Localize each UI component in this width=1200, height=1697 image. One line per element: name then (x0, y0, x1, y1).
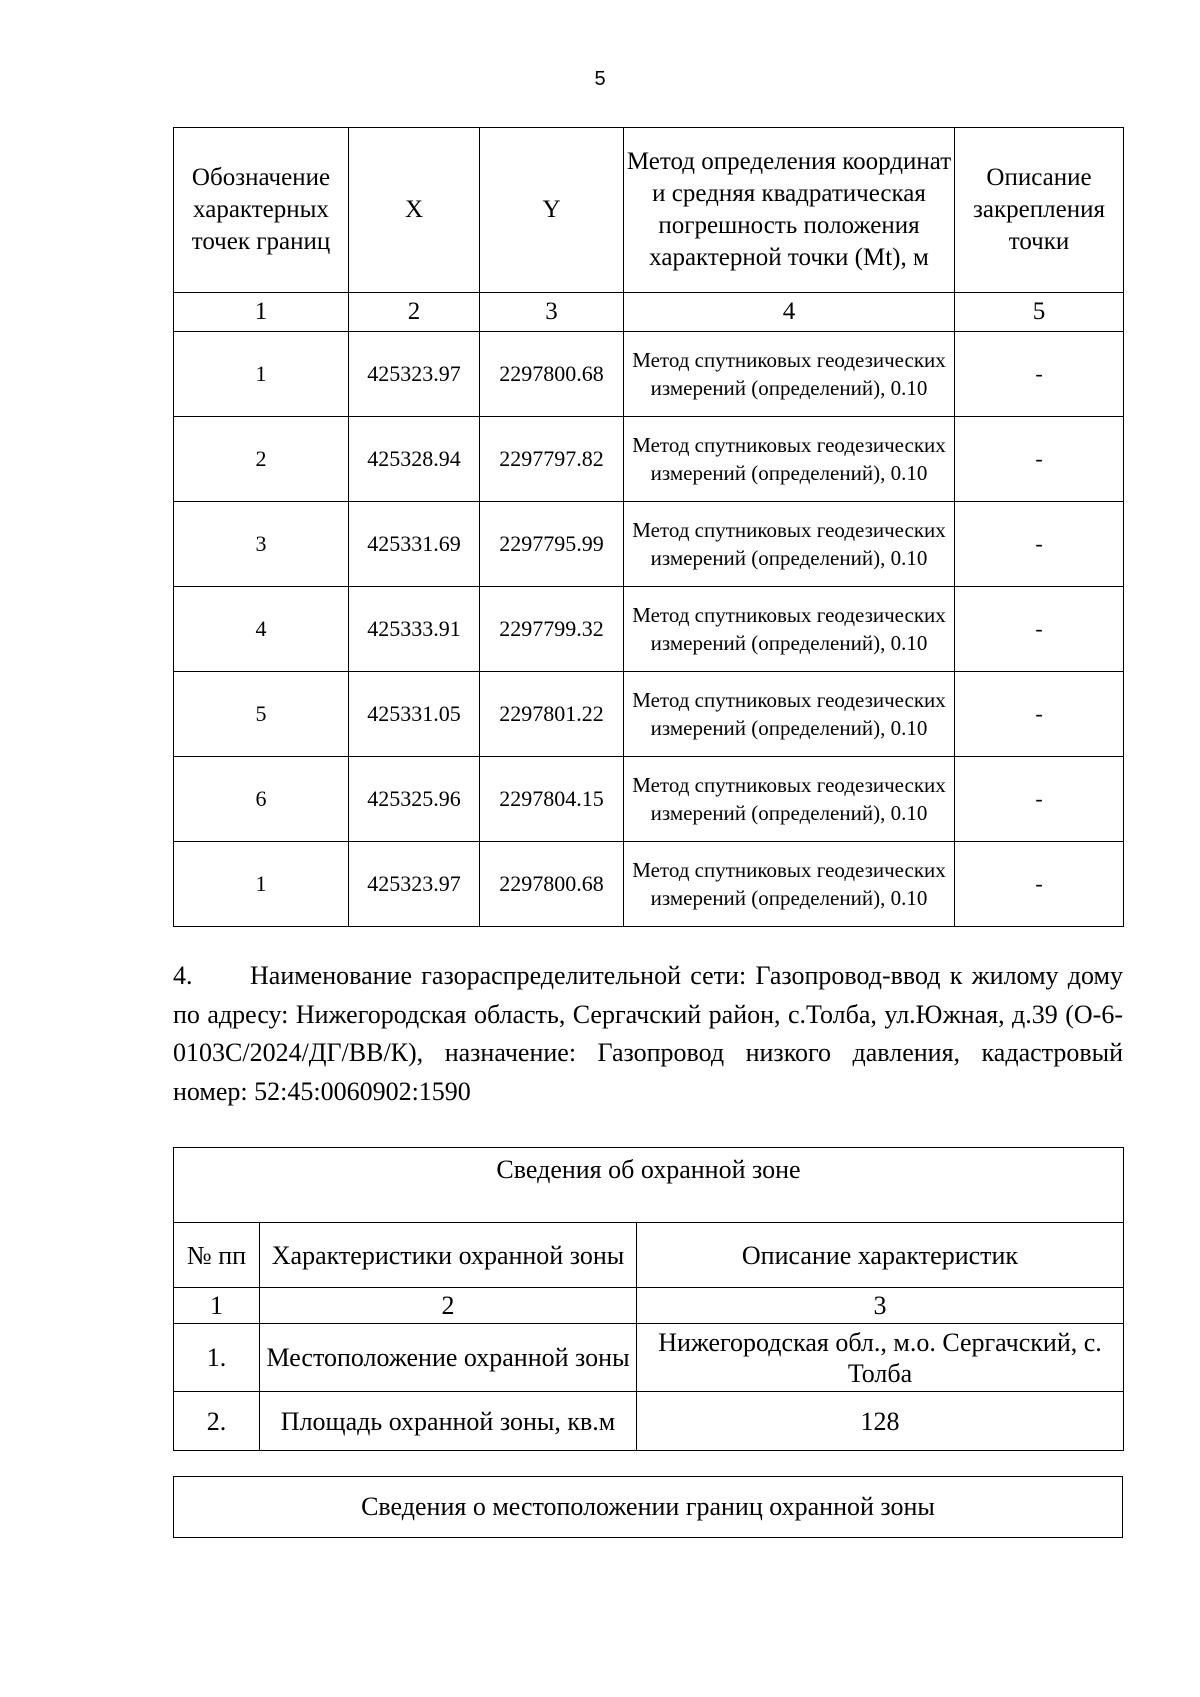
table-row (174, 502, 1124, 587)
header-y: Y (480, 128, 624, 293)
table-row (174, 1392, 1124, 1451)
method-cell: Метод спутниковых геодезических измерений (определений), 0.10 (624, 502, 955, 587)
section-text: Наименование газораспределительной сети: Газопровод-ввод к жилому дому по адресу: Нижегородская область, Сергачский район, с.Толба, ул.Южная, д.39 (О-6-0103С/2024/ДГ/ВВ/К), назначение: Газопровод низкого давления, кадастровый номер: 52:45:0060902:1590 (173, 961, 1123, 1106)
characteristic-cell: Местоположение охранной зоны (260, 1324, 637, 1392)
coordinates-table (173, 127, 1124, 927)
column-number: 3 (637, 1288, 1124, 1324)
point-id: 6 (174, 757, 349, 842)
table-row (174, 672, 1124, 757)
protection-zone-table (173, 1147, 1124, 1451)
x-coordinate: 425325.96 (349, 757, 480, 842)
column-number: 1 (174, 293, 349, 332)
description-cell: - (955, 332, 1124, 417)
x-coordinate: 425323.97 (349, 842, 480, 927)
table-row (174, 842, 1124, 927)
column-number-row (174, 293, 1124, 332)
x-coordinate: 425333.91 (349, 587, 480, 672)
zone-table-title: Сведения об охранной зоне (174, 1148, 1124, 1223)
method-cell: Метод спутниковых геодезических измерений (определений), 0.10 (624, 757, 955, 842)
method-cell: Метод спутниковых геодезических измерений (определений), 0.10 (624, 842, 955, 927)
method-cell: Метод спутниковых геодезических измерений (определений), 0.10 (624, 587, 955, 672)
point-id: 5 (174, 672, 349, 757)
y-coordinate: 2297800.68 (480, 332, 624, 417)
point-id: 4 (174, 587, 349, 672)
table-row (174, 332, 1124, 417)
point-id: 1 (174, 842, 349, 927)
row-number: 1. (174, 1324, 260, 1392)
column-number: 1 (174, 1288, 260, 1324)
zone-title-row (174, 1148, 1124, 1223)
page-number: 5 (594, 68, 606, 90)
point-id: 3 (174, 502, 349, 587)
method-cell: Метод спутниковых геодезических измерений (определений), 0.10 (624, 672, 955, 757)
coordinates-header-row (174, 128, 1124, 293)
header-index: № пп (174, 1223, 260, 1288)
method-cell: Метод спутниковых геодезических измерений (определений), 0.10 (624, 417, 955, 502)
x-coordinate: 425331.05 (349, 672, 480, 757)
column-number: 2 (260, 1288, 637, 1324)
point-id: 2 (174, 417, 349, 502)
boundaries-title-row (174, 1477, 1123, 1538)
x-coordinate: 425323.97 (349, 332, 480, 417)
table-row (174, 1324, 1124, 1392)
x-coordinate: 425328.94 (349, 417, 480, 502)
column-number-row (174, 1288, 1124, 1324)
header-description: Описание закрепления точки (955, 128, 1124, 293)
table-row (174, 417, 1124, 502)
header-characteristic: Характеристики охранной зоны (260, 1223, 637, 1288)
y-coordinate: 2297801.22 (480, 672, 624, 757)
y-coordinate: 2297800.68 (480, 842, 624, 927)
y-coordinate: 2297799.32 (480, 587, 624, 672)
description-cell: - (955, 757, 1124, 842)
section-paragraph (173, 957, 1123, 1111)
column-number: 5 (955, 293, 1124, 332)
column-number: 3 (480, 293, 624, 332)
row-number: 2. (174, 1392, 260, 1451)
characteristic-cell: Площадь охранной зоны, кв.м (260, 1392, 637, 1451)
section-number: 4. (173, 961, 193, 990)
boundaries-box (173, 1476, 1123, 1538)
description-cell: - (955, 417, 1124, 502)
header-description: Описание характеристик (637, 1223, 1124, 1288)
header-x: X (349, 128, 480, 293)
table-row (174, 757, 1124, 842)
y-coordinate: 2297797.82 (480, 417, 624, 502)
table-row (174, 587, 1124, 672)
point-id: 1 (174, 332, 349, 417)
header-method: Метод определения координат и средняя квадратическая погрешность положения характерной точки (Mt), м (624, 128, 955, 293)
y-coordinate: 2297804.15 (480, 757, 624, 842)
column-number: 2 (349, 293, 480, 332)
x-coordinate: 425331.69 (349, 502, 480, 587)
boundaries-title: Сведения о местоположении границ охранной зоны (174, 1477, 1123, 1538)
description-cell: Нижегородская обл., м.о. Сергачский, с. Толба (637, 1324, 1124, 1392)
description-cell: - (955, 587, 1124, 672)
y-coordinate: 2297795.99 (480, 502, 624, 587)
description-cell: - (955, 842, 1124, 927)
description-cell: 128 (637, 1392, 1124, 1451)
header-point: Обозначение характерных точек границ (174, 128, 349, 293)
zone-header-row (174, 1223, 1124, 1288)
description-cell: - (955, 672, 1124, 757)
column-number: 4 (624, 293, 955, 332)
description-cell: - (955, 502, 1124, 587)
method-cell: Метод спутниковых геодезических измерений (определений), 0.10 (624, 332, 955, 417)
